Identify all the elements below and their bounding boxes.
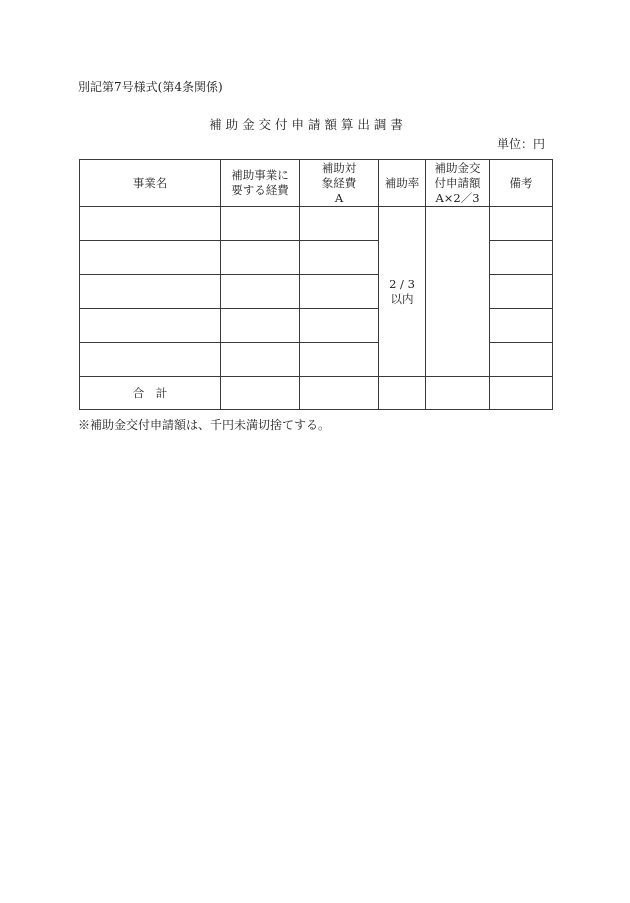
cell-remarks — [490, 207, 553, 241]
header-line: 付申請額 — [434, 175, 481, 190]
table-row — [80, 207, 553, 241]
cell-project-cost — [221, 309, 300, 343]
header-line: 補助事業に — [231, 168, 289, 182]
cell-project-name — [80, 343, 221, 377]
cell-project-cost — [221, 241, 300, 275]
header-line: A — [334, 190, 344, 205]
unit-label: 単位：円 — [496, 137, 545, 151]
header-subsidy-rate — [379, 160, 426, 207]
cell-eligible-cost — [300, 343, 379, 377]
footnote: ※補助金交付申請額は、千円未満切捨てする。 — [78, 418, 331, 432]
header-requested-amount — [426, 160, 490, 207]
cell-project-name — [80, 241, 221, 275]
header-line: 要する経費 — [231, 183, 289, 197]
cell-total-label — [80, 377, 221, 410]
cell-project-cost — [221, 343, 300, 377]
cell-total-remarks — [490, 377, 553, 410]
cell-total-project-cost — [221, 377, 300, 410]
cell-remarks — [490, 343, 553, 377]
header-line: 補助率 — [384, 175, 420, 190]
table-total-row — [80, 377, 553, 410]
header-line: 備考 — [509, 175, 533, 190]
header-project-cost — [221, 160, 300, 207]
cell-remarks — [490, 309, 553, 343]
header-line: 象経費 — [321, 175, 357, 190]
cell-eligible-cost — [300, 241, 379, 275]
cell-subsidy-rate-merged — [379, 207, 426, 377]
form-number-note: 別記第7号様式(第4条関係) — [78, 80, 223, 94]
total-label: 合 計 — [132, 385, 168, 400]
cell-eligible-cost — [300, 309, 379, 343]
header-project-name — [80, 160, 221, 207]
table-header-row — [80, 160, 553, 207]
header-line: 補助対 — [321, 160, 357, 175]
header-line: 補助金交 — [434, 160, 481, 175]
cell-project-cost — [221, 207, 300, 241]
cell-remarks — [490, 241, 553, 275]
header-eligible-cost — [300, 160, 379, 207]
document-title: 補 助 金 交 付 申 請 額 算 出 調 書 — [209, 117, 403, 132]
cell-total-eligible-cost — [300, 377, 379, 410]
cell-project-name — [80, 309, 221, 343]
header-line: A×2／3 — [435, 190, 480, 205]
cell-eligible-cost — [300, 207, 379, 241]
subsidy-calculation-table — [79, 159, 553, 410]
cell-eligible-cost — [300, 275, 379, 309]
header-line: 事業名 — [132, 175, 168, 190]
cell-total-requested-amount — [426, 377, 490, 410]
cell-total-subsidy-rate — [379, 377, 426, 410]
cell-project-name — [80, 275, 221, 309]
cell-remarks — [490, 275, 553, 309]
cell-project-cost — [221, 275, 300, 309]
cell-requested-amount-merged — [426, 207, 490, 377]
rate-limit: 以内 — [390, 291, 414, 306]
cell-project-name — [80, 207, 221, 241]
rate-value: 2 / 3 — [389, 276, 415, 291]
header-remarks — [490, 160, 553, 207]
